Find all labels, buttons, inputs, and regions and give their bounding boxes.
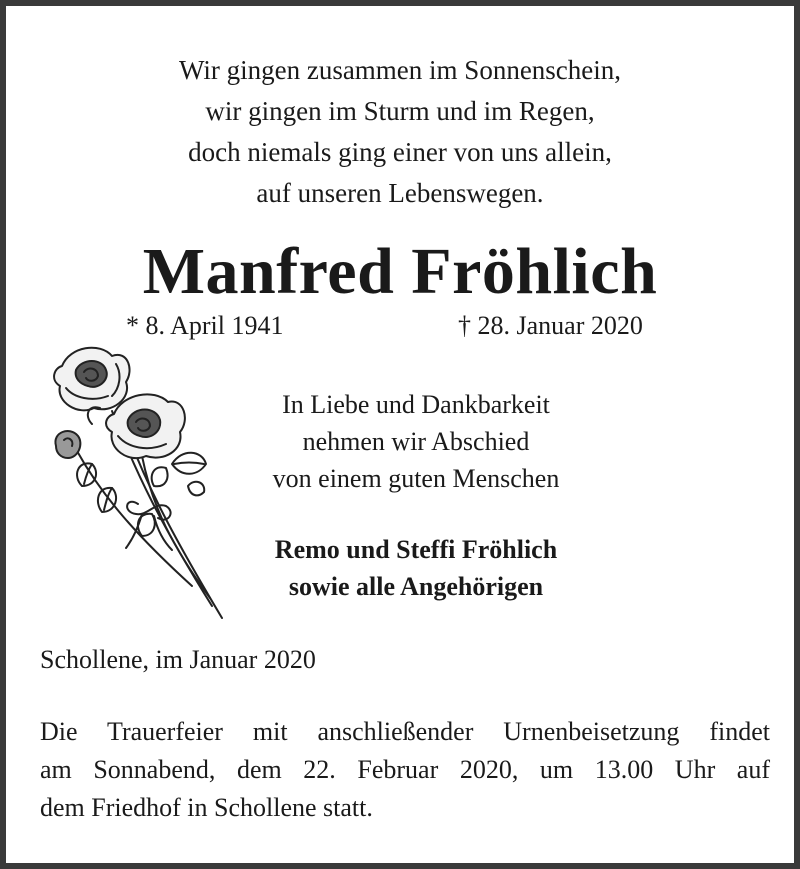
mourners-signature: [196, 531, 636, 605]
place-and-date: Schollene, im Januar 2020: [40, 645, 316, 674]
ceremony-line: am Sonnabend, dem 22. Februar 2020, um 13.00 Uhr auf: [40, 755, 770, 784]
death-date: † 28. Januar 2020: [458, 311, 643, 340]
mourners-line: Remo und Steffi Fröhlich: [274, 535, 558, 564]
mourners-line: sowie alle Angehörigen: [288, 572, 544, 601]
birth-date: * 8. April 1941: [126, 311, 284, 340]
farewell-line: von einem guten Menschen: [272, 464, 560, 493]
poem-line: Wir gingen zusammen im Sonnenschein,: [178, 55, 622, 85]
memorial-poem: [6, 50, 794, 214]
farewell-text: [196, 386, 636, 497]
poem-line: wir gingen im Sturm und im Regen,: [205, 96, 595, 126]
poem-line: auf unseren Lebenswegen.: [256, 178, 544, 208]
funeral-ceremony-info: [40, 713, 770, 827]
poem-line: doch niemals ging einer von uns allein,: [188, 137, 612, 167]
ceremony-line: Die Trauerfeier mit anschließender Urnenbeisetzung findet: [40, 717, 770, 746]
ceremony-line: dem Friedhof in Schollene statt.: [40, 793, 373, 822]
deceased-name: Manfred Fröhlich: [142, 235, 658, 308]
farewell-line: nehmen wir Abschied: [302, 427, 530, 456]
farewell-line: In Liebe und Dankbarkeit: [282, 390, 550, 419]
